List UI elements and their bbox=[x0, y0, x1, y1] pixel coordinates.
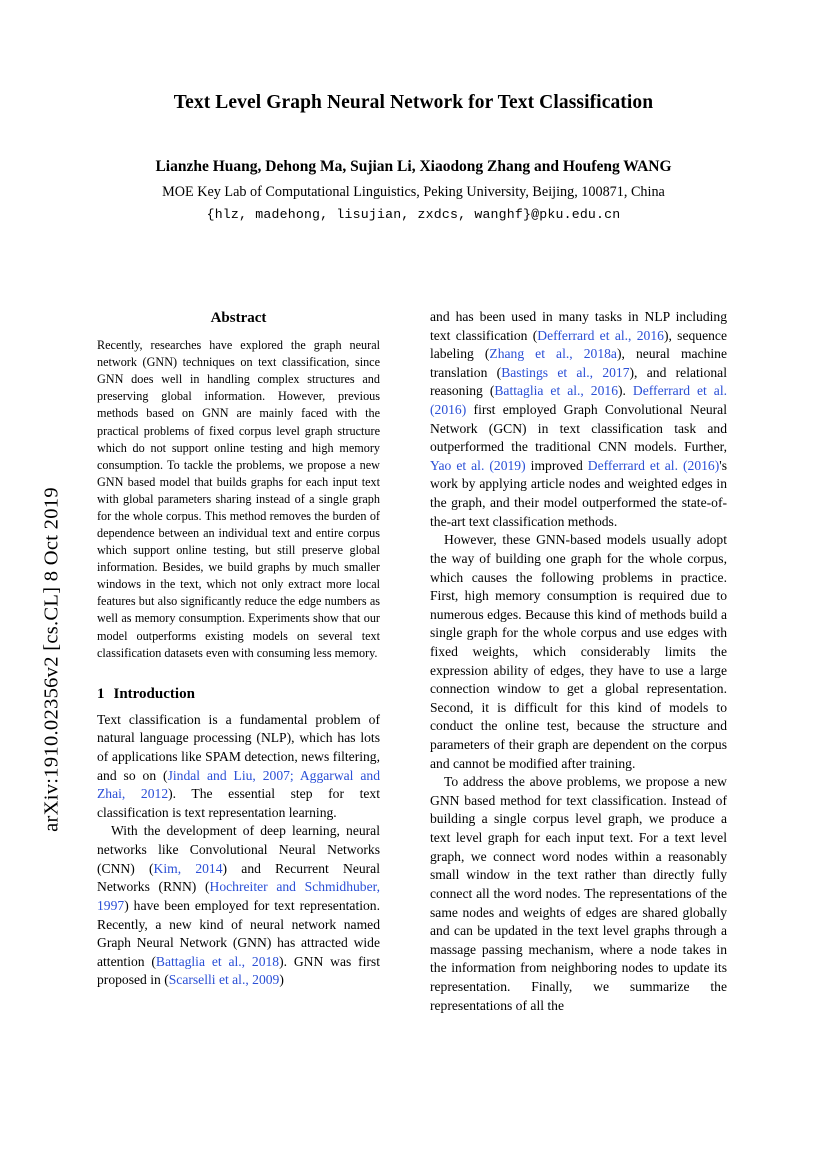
arxiv-stamp: arXiv:1910.02356v2 [cs.CL] 8 Oct 2019 bbox=[40, 487, 63, 832]
paragraph bbox=[97, 711, 380, 823]
paragraph-text: ). The essential step for text classification is text representation learning. bbox=[97, 786, 380, 820]
citation-link[interactable]: Jindal and Liu, 2007; Aggarwal and Zhai, 2012 bbox=[97, 767, 380, 802]
paragraph-text: ). GNN was first proposed in ( bbox=[97, 953, 380, 988]
paragraph-text: ) and Recurrent Neural Networks (RNN) ( bbox=[97, 860, 380, 895]
page-title: Text Level Graph Neural Network for Text Classification bbox=[173, 92, 654, 113]
paragraph-text: and has been used in many tasks in NLP including text classification ( bbox=[430, 309, 727, 343]
left-column bbox=[97, 308, 380, 990]
paragraph bbox=[430, 308, 727, 531]
author-emails bbox=[100, 207, 727, 223]
paragraph-text: ), neural machine translation ( bbox=[430, 346, 728, 380]
abstract-heading: Abstract bbox=[210, 310, 267, 326]
citation-link[interactable]: Kim, 2014 bbox=[153, 860, 223, 876]
left-column-body bbox=[97, 711, 380, 990]
citation-link[interactable]: Yao et al. (2019) bbox=[430, 457, 526, 473]
email-local-part: {hlz, madehong, lisujian, zxdcs, wanghf} bbox=[206, 207, 532, 222]
affiliation: MOE Key Lab of Computational Linguistics, Peking University, Beijing, 100871, China bbox=[162, 184, 665, 200]
paragraph-text: 's work by applying article nodes and weighted edges in the graph, and their model outperformed the state-of-the-art text classification methods. bbox=[430, 457, 727, 529]
paragraph-text: ) bbox=[279, 972, 284, 988]
right-column bbox=[430, 308, 727, 1015]
citation-link[interactable]: Defferrard et al., 2016 bbox=[537, 327, 664, 343]
paragraph-text: ), sequence labeling ( bbox=[430, 327, 727, 362]
citation-link[interactable]: Defferrard et al. (2016) bbox=[587, 457, 720, 473]
citation-link[interactable]: Defferrard et al. (2016) bbox=[430, 383, 728, 418]
citation-link[interactable]: Hochreiter and Schmidhuber, 1997 bbox=[97, 879, 381, 913]
author-list: Lianzhe Huang, Dehong Ma, Sujian Li, Xiaodong Zhang and Houfeng WANG bbox=[155, 158, 672, 175]
abstract-text: Recently, researches have explored the graph neural network (GNN) techniques on text classification, since GNN does well in handling complex structures and preserving global information. However, previous methods based on GNN are mainly faced with the practical problems of fixed corpus level graph structure which do not support online testing and high memory consumption. To tackle the problems, we propose a new GNN based model that builds graphs for each input text with global parameters sharing instead of a single graph for the whole corpus. This method removes the burden of dependence between an individual text and entire corpus which support online testing, but still preserve global information. Besides, we build graphs by much smaller windows in the text, which not only extract more local features but also significantly reduce the edge numbers as well as memory consumption. Experiments show that our model outperforms existing models on several text classification datasets even with consuming less memory. bbox=[97, 338, 380, 660]
paragraph bbox=[430, 773, 727, 1015]
email-domain: @pku.edu.cn bbox=[531, 207, 621, 222]
section-heading-introduction bbox=[97, 684, 380, 704]
paragraph-text: improved bbox=[525, 457, 588, 473]
citation-link[interactable]: Battaglia et al., 2018 bbox=[155, 953, 280, 969]
paragraph-text: To address the above problems, we propose a new GNN based method for text classification. Instead of building a single corpus level graph, we produce a text level graph for each input text. For a text level graph, we connect word nodes within a reasonably small window in the text rather than directly fully connect all the word nodes. The representations of the same nodes and weights of edges are shared globally and can be updated in the text level graphs through a massage passing mechanism, where a node takes in the information from neighboring nodes to update its representation. Finally, we summarize the representations of all the bbox=[430, 774, 727, 1013]
citation-link[interactable]: Battaglia et al., 2016 bbox=[494, 383, 618, 399]
section-number: 1 bbox=[97, 685, 105, 702]
citation-link[interactable]: Zhang et al., 2018a bbox=[489, 346, 617, 362]
section-title: Introduction bbox=[113, 685, 195, 702]
citation-link[interactable]: Scarselli et al., 2009 bbox=[168, 972, 280, 988]
paragraph-text: ). bbox=[618, 383, 633, 399]
paragraph-text: With the development of deep learning, neural networks like Convolutional Neural Networks (CNN) ( bbox=[97, 823, 380, 876]
paragraph bbox=[97, 822, 380, 989]
paragraph-text: Text classification is a fundamental problem of natural language processing (NLP), which has lots of applications like SPAM detection, news filtering, and so on ( bbox=[97, 711, 380, 783]
paragraph-text: ) have been employed for text representation. Recently, a new kind of neural network named Graph Neural Network (GNN) has attracted wide attention ( bbox=[97, 897, 380, 969]
citation-link[interactable]: Bastings et al., 2017 bbox=[501, 364, 630, 380]
paragraph-text: However, these GNN-based models usually adopt the way of building one graph for the whole corpus, which causes the following problems in practice. First, high memory consumption is required due to numerous edges. Because this kind of methods build a single graph for the whole corpus and use edges with fixed weights, which considerably limits the expression ability of edges, they have to use a large connection window to get a global representation. Second, it is difficult for this kind of models to conduct the online test, because the structure and parameters of their graph are dependent on the corpus and cannot be modified after training. bbox=[430, 532, 727, 771]
paragraph bbox=[430, 531, 727, 773]
paragraph-text: ), and relational reasoning ( bbox=[430, 364, 727, 399]
paragraph-text: first employed Graph Convolutional Neural Network (GCN) in text classification task and outperformed the traditional CNN models. Further, bbox=[430, 402, 727, 455]
